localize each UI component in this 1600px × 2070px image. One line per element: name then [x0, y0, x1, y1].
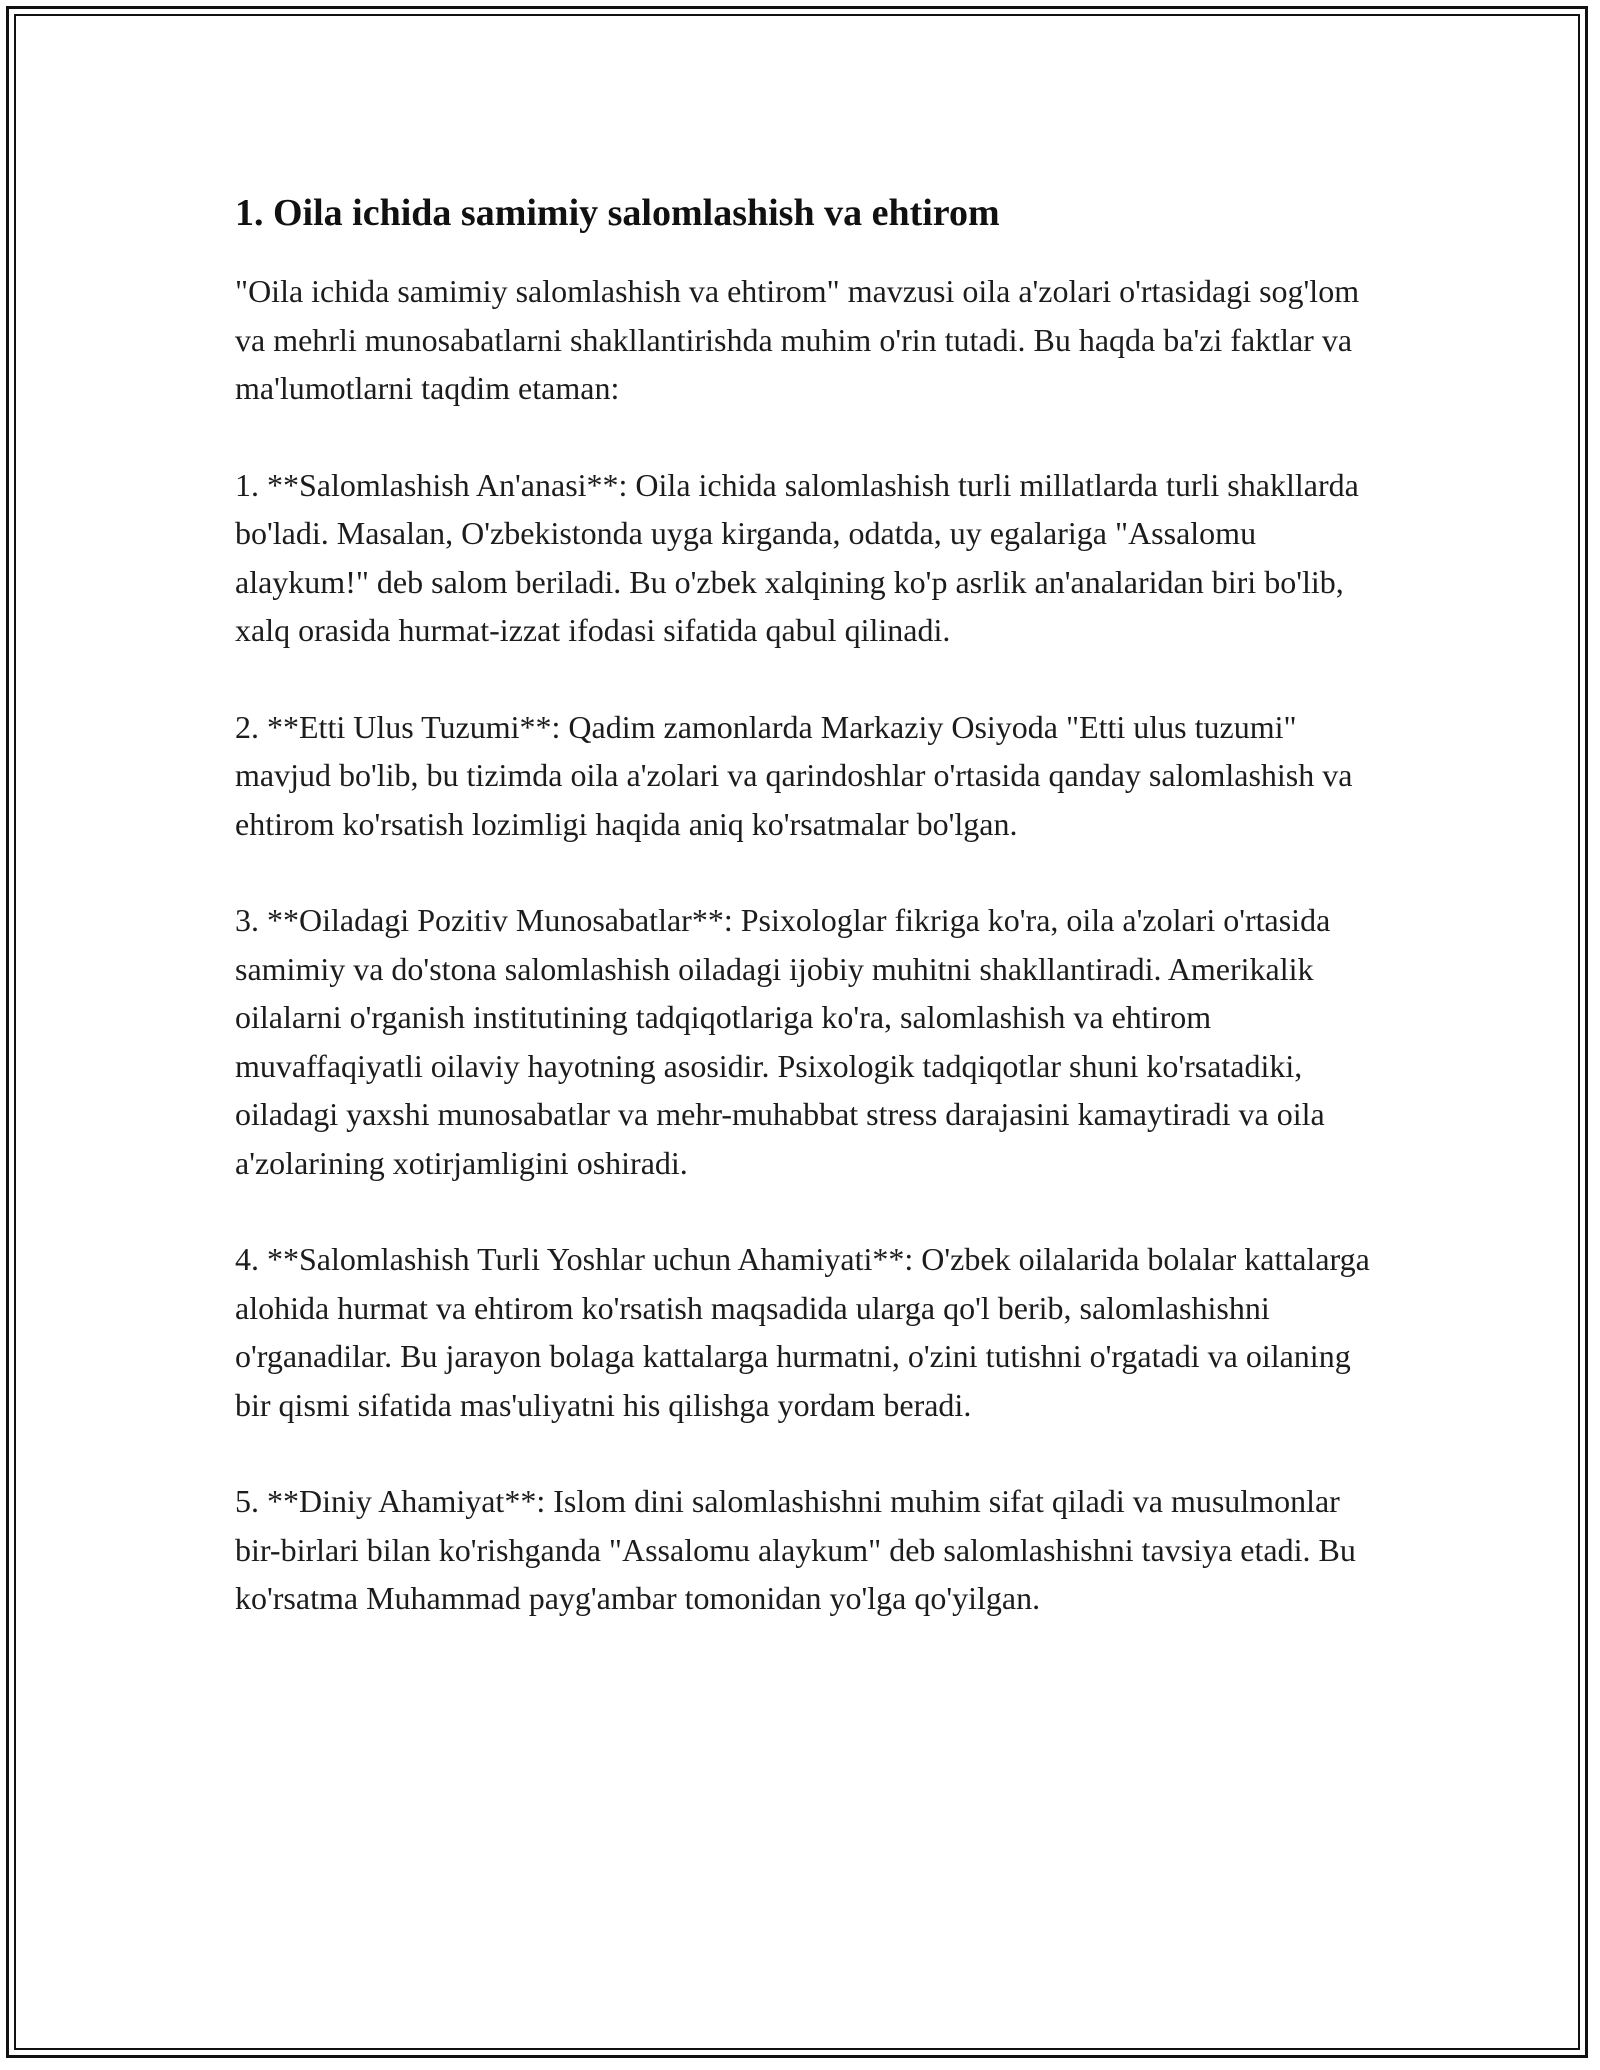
paragraph-etti-ulus-tuzumi: 2. **Etti Ulus Tuzumi**: Qadim zamonlarda Markaziy Osiyoda "Etti ulus tuzumi" mavjud bo'lib, bu tizimda oila a'zolari va qarindoshlar o'rtasida qanday salomlashish va ehtirom ko'rsatish lozimligi haqida aniq ko'rsatmalar bo'lgan. [235, 708, 1353, 842]
intro-paragraph: "Oila ichida samimiy salomlashish va ehtirom" mavzusi oila a'zolari o'rtasidagi sog'lom va mehrli munosabatlarni shakllantirishda muhim o'rin tutadi. Bu haqda ba'zi faktlar va ma'lumotlarni taqdim etaman: [235, 273, 1360, 406]
paragraph-diniy-ahamiyat: 5. **Diniy Ahamiyat**: Islom dini salomlashishni muhim sifat qiladi va musulmonlar bir-birlari bilan ko'rishganda "Assalomu alaykum" deb salomlashishni tavsiya etadi. Bu ko'rsatma Muhammad payg'ambar tomonidan yo'lga qo'yilgan. [235, 1483, 1356, 1616]
document-title: 1. Oila ichida samimiy salomlashish va ehtirom [235, 192, 1000, 234]
paragraph-turli-yoshlar: 4. **Salomlashish Turli Yoshlar uchun Ahamiyati**: O'zbek oilalarida bolalar kattalarga alohida hurmat va ehtirom ko'rsatish maqsadida ularga qo'l berib, salomlashishni o'rganadilar. Bu jarayon bolaga kattalarga hurmatni, o'zini tutishni o'rgatadi va oilaning bir qismi sifatida mas'uliyatni his qilishga yordam beradi. [235, 1241, 1370, 1423]
paragraph-pozitiv-munosabatlar: 3. **Oiladagi Pozitiv Munosabatlar**: Psixologlar fikriga ko'ra, oila a'zolari o'rtasida samimiy va do'stona salomlashish oiladagi ijobiy muhitni shakllantiradi. Amerikalik oilalarni o'rganish institutining tadqiqotlariga ko'ra, salomlashish va ehtirom muvaffaqiyatli oilaviy hayotning asosidir. Psixologik tadqiqotlar shuni ko'rsatadiki, oiladagi yaxshi munosabatlar va mehr-muhabbat stress darajasini kamaytiradi va oila a'zolarining xotirjamligini oshiradi. [235, 902, 1331, 1181]
document-body [235, 185, 1385, 1671]
paragraph-salomlashish-ananasi: 1. **Salomlashish An'anasi**: Oila ichida salomlashish turli millatlarda turli shakllarda bo'ladi. Masalan, O'zbekistonda uyga kirganda, odatda, uy egalariga "Assalomu alaykum!" deb salom beriladi. Bu o'zbek xalqining ko'p asrlik an'analaridan biri bo'lib, xalq orasida hurmat-izzat ifodasi sifatida qabul qilinadi. [235, 466, 1359, 648]
